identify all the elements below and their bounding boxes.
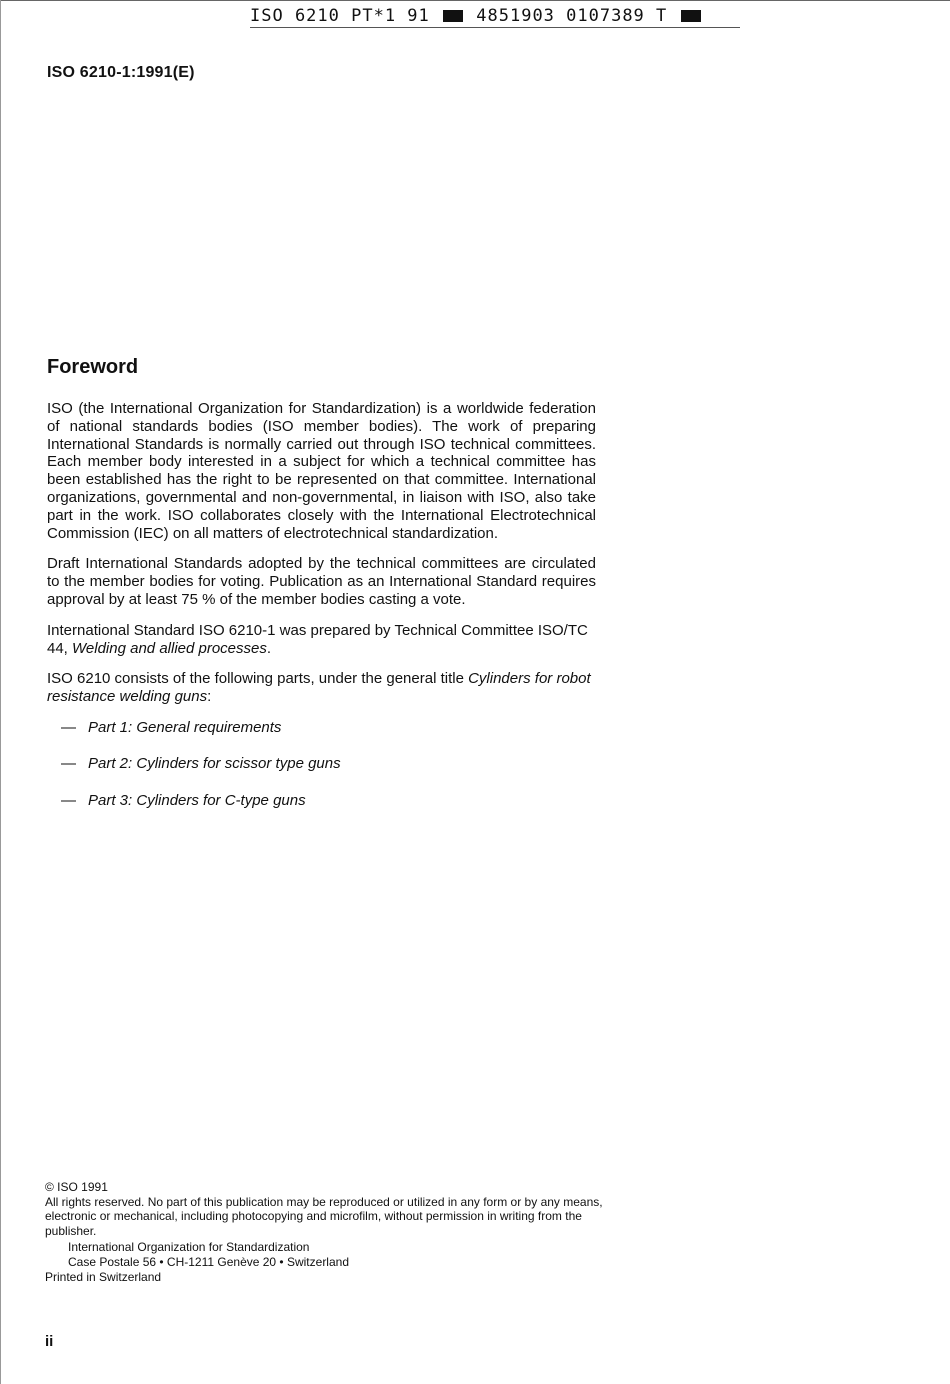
dash-bullet: —	[61, 718, 76, 736]
catalog-code-part2: 4851903 0107389 T	[476, 6, 668, 26]
paragraph-3-prefix: International Standard ISO 6210-1 was prepared by Technical Committee ISO/TC 44,	[47, 621, 588, 657]
part-title: Cylinders for C-type guns	[136, 791, 306, 809]
list-item	[47, 792, 596, 829]
page-number: ii	[45, 1333, 54, 1350]
copyright-footer	[45, 1180, 605, 1284]
organization-name: International Organization for Standardization	[68, 1240, 310, 1255]
page-top-border	[0, 0, 950, 1]
part-title: Cylinders for scissor type guns	[136, 755, 341, 773]
foreword-heading: Foreword	[47, 356, 139, 378]
printed-in: Printed in Switzerland	[45, 1269, 162, 1284]
parts-list	[47, 719, 596, 829]
rights-statement: All rights reserved. No part of this publication may be reproduced or utilized in any form or by any means, electronic or mechanical, including photocopying and microfilm, without permission in writing from the publisher.	[45, 1194, 603, 1238]
black-block-icon	[443, 10, 463, 22]
paragraph-3-suffix: .	[266, 639, 272, 657]
catalog-code-line	[250, 6, 730, 26]
committee-title: Welding and allied processes	[72, 639, 267, 657]
foreword-body	[47, 400, 596, 828]
black-block-icon	[681, 10, 701, 22]
dash-bullet: —	[61, 755, 76, 773]
organization-address: Case Postale 56 • CH-1211 Genève 20 • Switzerland	[68, 1254, 349, 1269]
catalog-code-rule	[250, 27, 740, 28]
dash-bullet: —	[61, 791, 76, 809]
part-title: General requirements	[136, 718, 282, 736]
list-item	[47, 719, 596, 756]
copyright-line: © ISO 1991	[45, 1180, 108, 1194]
list-item	[47, 755, 596, 792]
foreword-paragraph-3	[47, 622, 596, 658]
paragraph-4-prefix: ISO 6210 consists of the following parts, under the general title	[47, 670, 464, 688]
part-label: Part 3:	[88, 791, 133, 809]
paragraph-4-suffix: :	[207, 688, 212, 706]
foreword-paragraph-2: Draft International Standards adopted by the technical committees are circulated to the member bodies for voting. Publication as an International Standard requires approval by at least 75 % of the member bodies casting a vote.	[47, 555, 596, 608]
page-left-border	[0, 0, 1, 1384]
document-id: ISO 6210-1:1991(E)	[47, 64, 195, 81]
catalog-code-part1: ISO 6210 PT*1 91	[250, 6, 430, 26]
foreword-paragraph-4	[47, 670, 596, 706]
part-label: Part 1:	[88, 718, 133, 736]
foreword-paragraph-1: ISO (the International Organization for Standardization) is a worldwide federation of national standards bodies (ISO member bodies). The work of preparing International Standards is normally carried out through ISO technical committees. Each member body interested in a subject for which a technical committee has been established has the right to be represented on that committee. International organizations, governmental and non-governmental, in liaison with ISO, also take part in the work. ISO collaborates closely with the International Electrotechnical Commission (IEC) on all matters of electrotechnical standardization.	[47, 400, 596, 542]
part-label: Part 2:	[88, 755, 133, 773]
general-title: Cylinders for robot resistance welding guns	[47, 670, 591, 706]
